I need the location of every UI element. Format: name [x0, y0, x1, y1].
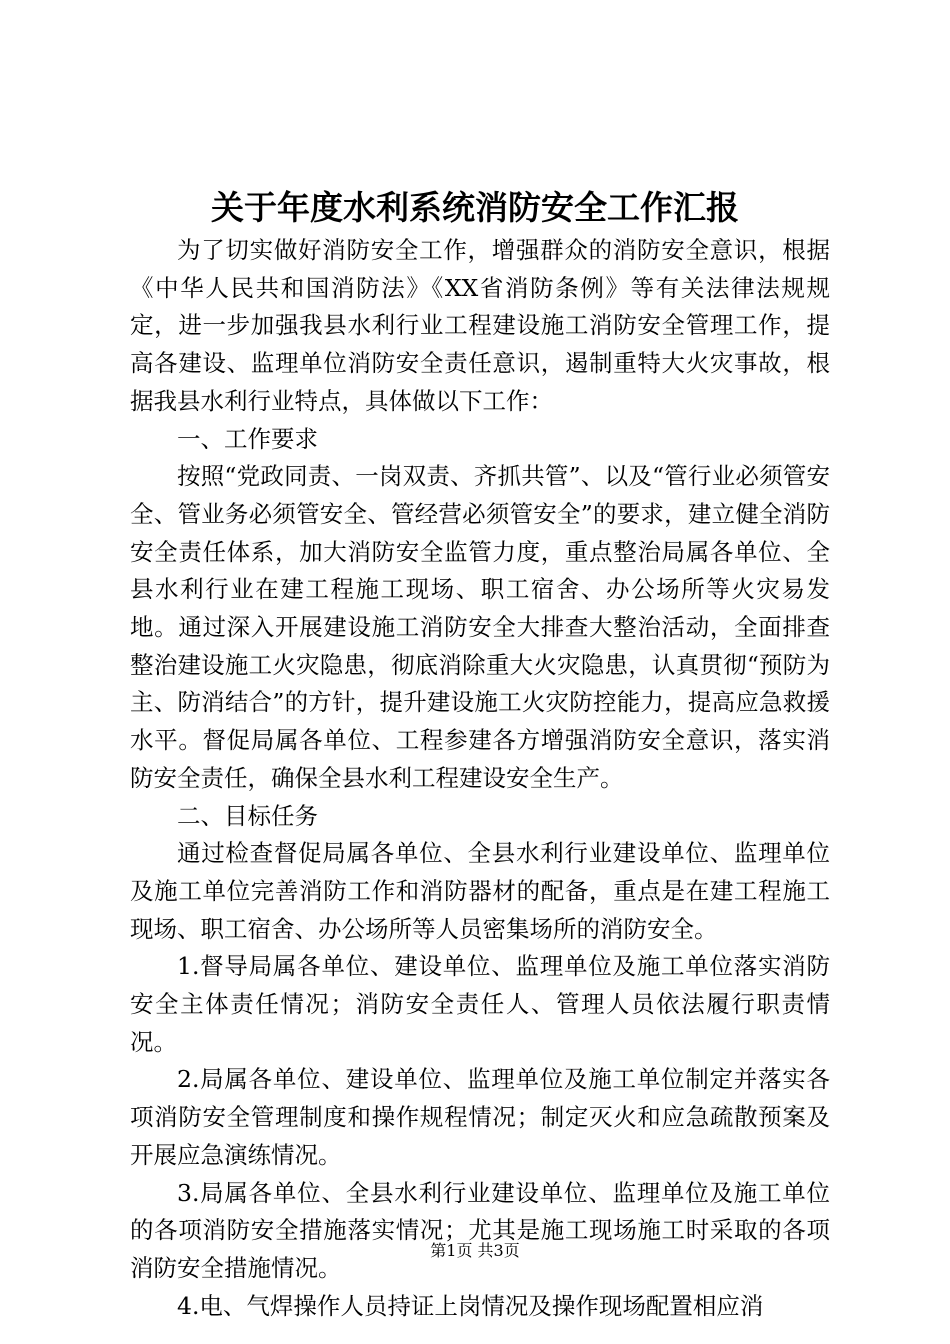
task-item-2: 2.局属各单位、建设单位、监理单位及施工单位制定并落实各项消防安全管理制度和操作规程情况；制定灭火和应急疏散预案及开展应急演练情况。: [130, 1065, 830, 1169]
document-title: 关于年度水利系统消防安全工作汇报: [211, 188, 739, 227]
page-footer: 第1页 共3页: [430, 1241, 520, 1260]
task-item-3: 3.局属各单位、全县水利行业建设单位、监理单位及施工单位的各项消防安全措施落实情况；尤其是施工现场施工时采取的各项消防安全措施情况。: [130, 1178, 830, 1282]
task-item-1: 1.督导局属各单位、建设单位、监理单位及施工单位落实消防安全主体责任情况；消防安全责任人、管理人员依法履行职责情况。: [130, 952, 830, 1056]
section-heading-work-requirements: 一、工作要求: [177, 424, 318, 453]
target-tasks-paragraph: 通过检查督促局属各单位、全县水利行业建设单位、监理单位及施工单位完善消防工作和消防器材的配备，重点是在建工程施工现场、职工宿舍、办公场所等人员密集场所的消防安全。: [130, 839, 830, 943]
work-requirements-paragraph: 按照“党政同责、一岗双责、齐抓共管”、以及“管行业必须管安全、管业务必须管安全、管经营必须管安全”的要求，建立健全消防安全责任体系，加大消防安全监管力度，重点整治局属各单位、全县水利行业在建工程施工现场、职工宿舍、办公场所等火灾易发地。通过深入开展建设施工消防安全大排查大整治活动，全面排查整治建设施工火灾隐患，彻底消除重大火灾隐患，认真贯彻“预防为主、防消结合”的方针，提升建设施工火灾防控能力，提高应急救援水平。督促局属各单位、工程参建各方增强消防安全意识，落实消防安全责任，确保全县水利工程建设安全生产。: [130, 462, 830, 792]
intro-paragraph: 为了切实做好消防安全工作，增强群众的消防安全意识，根据《中华人民共和国消防法》《XX省消防条例》等有关法律法规规定，进一步加强我县水利行业工程建设施工消防安全管理工作，提高各建设、监理单位消防安全责任意识，遏制重特大火灾事故，根据我县水利行业特点，具体做以下工作：: [130, 236, 830, 415]
section-heading-target-tasks: 二、目标任务: [177, 801, 318, 830]
task-item-4: 4.电、气焊操作人员持证上岗情况及操作现场配置相应消: [177, 1291, 764, 1320]
document-body: [130, 232, 830, 1325]
